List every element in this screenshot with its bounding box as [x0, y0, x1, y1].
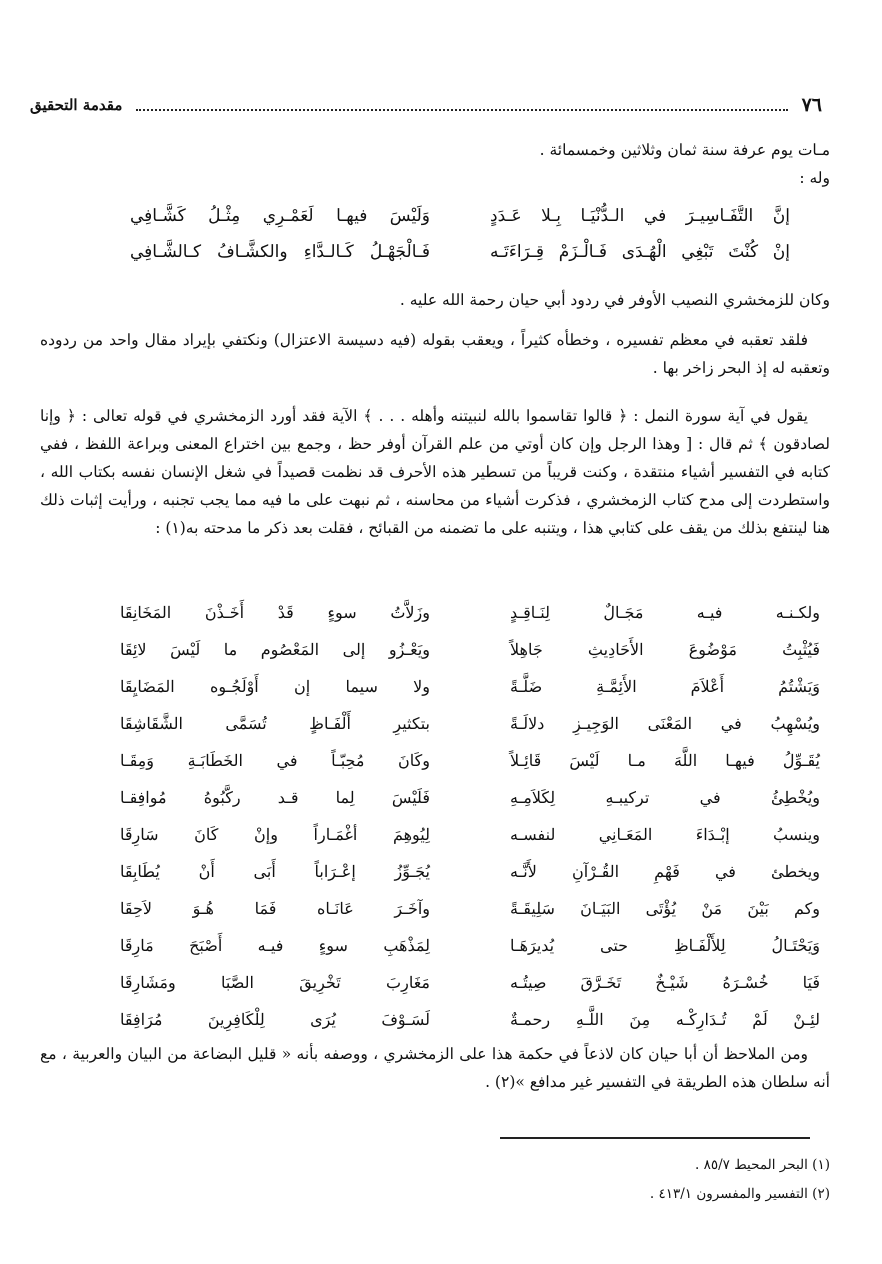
poem-hemistich-left: ولا سيما إن أَوْلَجُـوه المَضَايِقَا — [120, 677, 430, 696]
poem-hemistich-left: فَلَيْسَ لِما قـد ركَّبُوهُ مُوافِقـا — [120, 788, 430, 807]
poem-hemistich-left: يُجَـوِّزُ إعْـرَاباً أَبَى أَنْ يُطَابِقَا — [120, 862, 430, 881]
poem-row — [120, 927, 820, 964]
paragraph-2 — [40, 326, 830, 382]
verse-block-1 — [130, 198, 790, 270]
verse-hemistich-right: إنْ كُنْتَ تَبْغِي الْهُـدَى فَـالْـزَمْ قِـرَاءَتَـه — [490, 242, 790, 262]
intro-line: مـات يوم عرفة سنة ثمان وثلاثين وخمسمائة . — [539, 141, 830, 159]
footnote: (١) البحر المحيط ٨٥/٧ . — [695, 1157, 830, 1173]
paragraph-3 — [40, 402, 830, 542]
poem-hemistich-left: بتكثيرِ أَلْفَـاظٍ تُسَمَّى الشَّقَاشِقَا — [120, 714, 430, 733]
poem-hemistich-left: ويَعْـزُو إلى المَعْصُوم ما لَيْسَ لائِقَا — [120, 640, 430, 659]
paragraph-text: وكان للزمخشري النصيب الأوفر في ردود أبي حيان رحمة الله عليه . — [399, 291, 830, 309]
poem-block — [120, 594, 820, 1038]
poem-hemistich-left: لَسَـوْفَ يُرَى لِلْكَافِرِينَ مُرَافِقَا — [120, 1010, 430, 1029]
page-number: ٧٦ — [801, 94, 822, 116]
poem-row — [120, 742, 820, 779]
poem-hemistich-right: فَيَا خُسْـرَهُ شَيْـخٌ تَخَـرَّقَ صِيتُـه — [510, 973, 820, 992]
poem-hemistich-right: ولكـنـه فيـه مَجَـالٌ لِنَـاقِـدٍ — [510, 603, 820, 622]
footnote: (٢) التفسير والمفسرون ٤١٣/١ . — [649, 1186, 830, 1202]
poem-hemistich-right: فَيُثْبِتُ مَوْضُوعَ الأَحَادِيثِ جَاهِلاً — [510, 640, 820, 659]
poem-hemistich-right: لئِـنْ لَمْ تُـدَارِكْـه مِنَ اللَّـهِ رحمـةٌ — [510, 1010, 820, 1029]
poem-row — [120, 631, 820, 668]
poem-row — [120, 779, 820, 816]
verse-row — [130, 234, 790, 270]
poem-hemistich-right: ويخطئ في فَهْمِ القُـرْآنِ لأَنَّـه — [510, 862, 820, 881]
poem-hemistich-right: وينسبُ إبْـدَاءَ المَعَـانِي لنفسـه — [510, 825, 820, 844]
poem-row — [120, 705, 820, 742]
header-dotted-leader — [136, 99, 787, 111]
poem-hemistich-left: لِيُوهِمَ أغْمَـاراً وإنْ كَانَ سَارِقَا — [120, 825, 430, 844]
poem-row — [120, 964, 820, 1001]
poem-hemistich-right: وكم بَيْنَ مَنْ يُؤْتَى البَيَـانَ سَلِيقَـةً — [510, 899, 820, 918]
verse-row — [130, 198, 790, 234]
paragraph-text: ومن الملاحظ أن أبا حيان كان لاذعاً في حكمة هذا على الزمخشري ، ووصفه بأنه « قليل البضاعة من البيان والعربية ، مع أنه سلطان هذه الطريقة في التفسير غير مدافع »(٢) . — [40, 1045, 830, 1091]
poem-row — [120, 594, 820, 631]
poem-hemistich-right: وَيَشْتُمُ أَعْلاَمَ الأَئِمَّـةِ ضَلَّـةً — [510, 677, 820, 696]
intro-block — [40, 136, 830, 192]
poem-hemistich-left: لِمَذْهَبِ سوءٍ فيـه أَصْبَحَ مَارِقَا — [120, 936, 430, 955]
running-title: مقدمة التحقيق — [30, 96, 123, 114]
footnote-separator — [500, 1137, 810, 1139]
poem-row — [120, 853, 820, 890]
poem-row — [120, 668, 820, 705]
poem-hemistich-left: وكَانَ مُحِبّـاً في الخَطَابَـةِ وَمِقَـا — [120, 751, 430, 770]
page-header — [30, 92, 822, 118]
verse-hemistich-left: فَـالْجَهْـلُ كَـالـدَّاءِ والكشَّـافُ كـالشَّـافِي — [130, 242, 430, 262]
poem-hemistich-left: وزَلاَّتُ سوءٍ قَدْ أَخَـذْنَ المَخَانِقَا — [120, 603, 430, 622]
poem-hemistich-left: وآخَـرَ عَانَـاه فَمَا هُـوَ لاَحِقَا — [120, 899, 430, 918]
poem-row — [120, 816, 820, 853]
poem-hemistich-right: يُقَـوِّلُ فيهـا اللَّهَ مـا لَيْسَ قَائِـلاً — [510, 751, 820, 770]
paragraph-text: يقول في آية سورة النمل : ﴿ قالوا تقاسموا بالله لنبيتنه وأهله . . . ﴾ الآية فقد أورد الزمخشري في قوله تعالى : ﴿ وإنا لصادقون ﴾ ثم قال : [ وهذا الرجل وإن كان أوتي من علم القرآن أوفر حظ ، وجمع بين اختراع المعنى وبراعة اللفظ ، ففي كتابه في التفسير أشياء منتقدة ، وكنت قريباً من تسطير هذه الأحرف قد نظمت قصيداً في شغل الإنسان نفسه بكتاب الله ، واستطردت إلى مدح كتاب الزمخشري ، فذكرت أشياء من محاسنه ، ثم نبهت على ما فيه مما يجب تجنبه ، ورأيت إثبات ذلك هنا لينتفع بذلك من يقف على كتابي هذا ، ويتنبه على ما تضمنه من القبائح ، فقلت بعد ذكر ما مدحته به(١) : — [40, 407, 830, 537]
poem-hemistich-right: وَيَحْتَـالُ لِلأَلْفَـاظِ حتى يُديرَهَـا — [510, 936, 820, 955]
intro-line: وله : — [799, 169, 830, 187]
poem-hemistich-right: ويُخْطِئُ في تركيبـهِ لِكَلاَمِـهِ — [510, 788, 820, 807]
verse-hemistich-left: وَلَيْسَ فيهـا لَعَمْـرِي مِثْـلُ كَشَّـافِي — [130, 206, 430, 226]
paragraph-text: فلقد تعقبه في معظم تفسيره ، وخطأه كثيراً ، ويعقب بقوله (فيه دسيسة الاعتزال) ونكتفي بإيراد مقال واحد من ردوده وتعقبه له إذ البحر زاخر بها . — [40, 331, 830, 377]
paragraph-4 — [40, 1040, 830, 1096]
poem-hemistich-left: مَغَارِبَ تَخْرِيقَ الصَّبَا ومَشَارِقَا — [120, 973, 430, 992]
poem-hemistich-right: ويُسْهِبُ في المَعْنَى الوَجِيـزِ دلالَـةً — [510, 714, 820, 733]
paragraph-1 — [40, 286, 830, 314]
poem-row — [120, 1001, 820, 1038]
verse-hemistich-right: إنَّ التَّفَـاسِيـرَ في الـدُّنْيَـا بِـلا عَـدَدٍ — [490, 206, 790, 226]
poem-row — [120, 890, 820, 927]
